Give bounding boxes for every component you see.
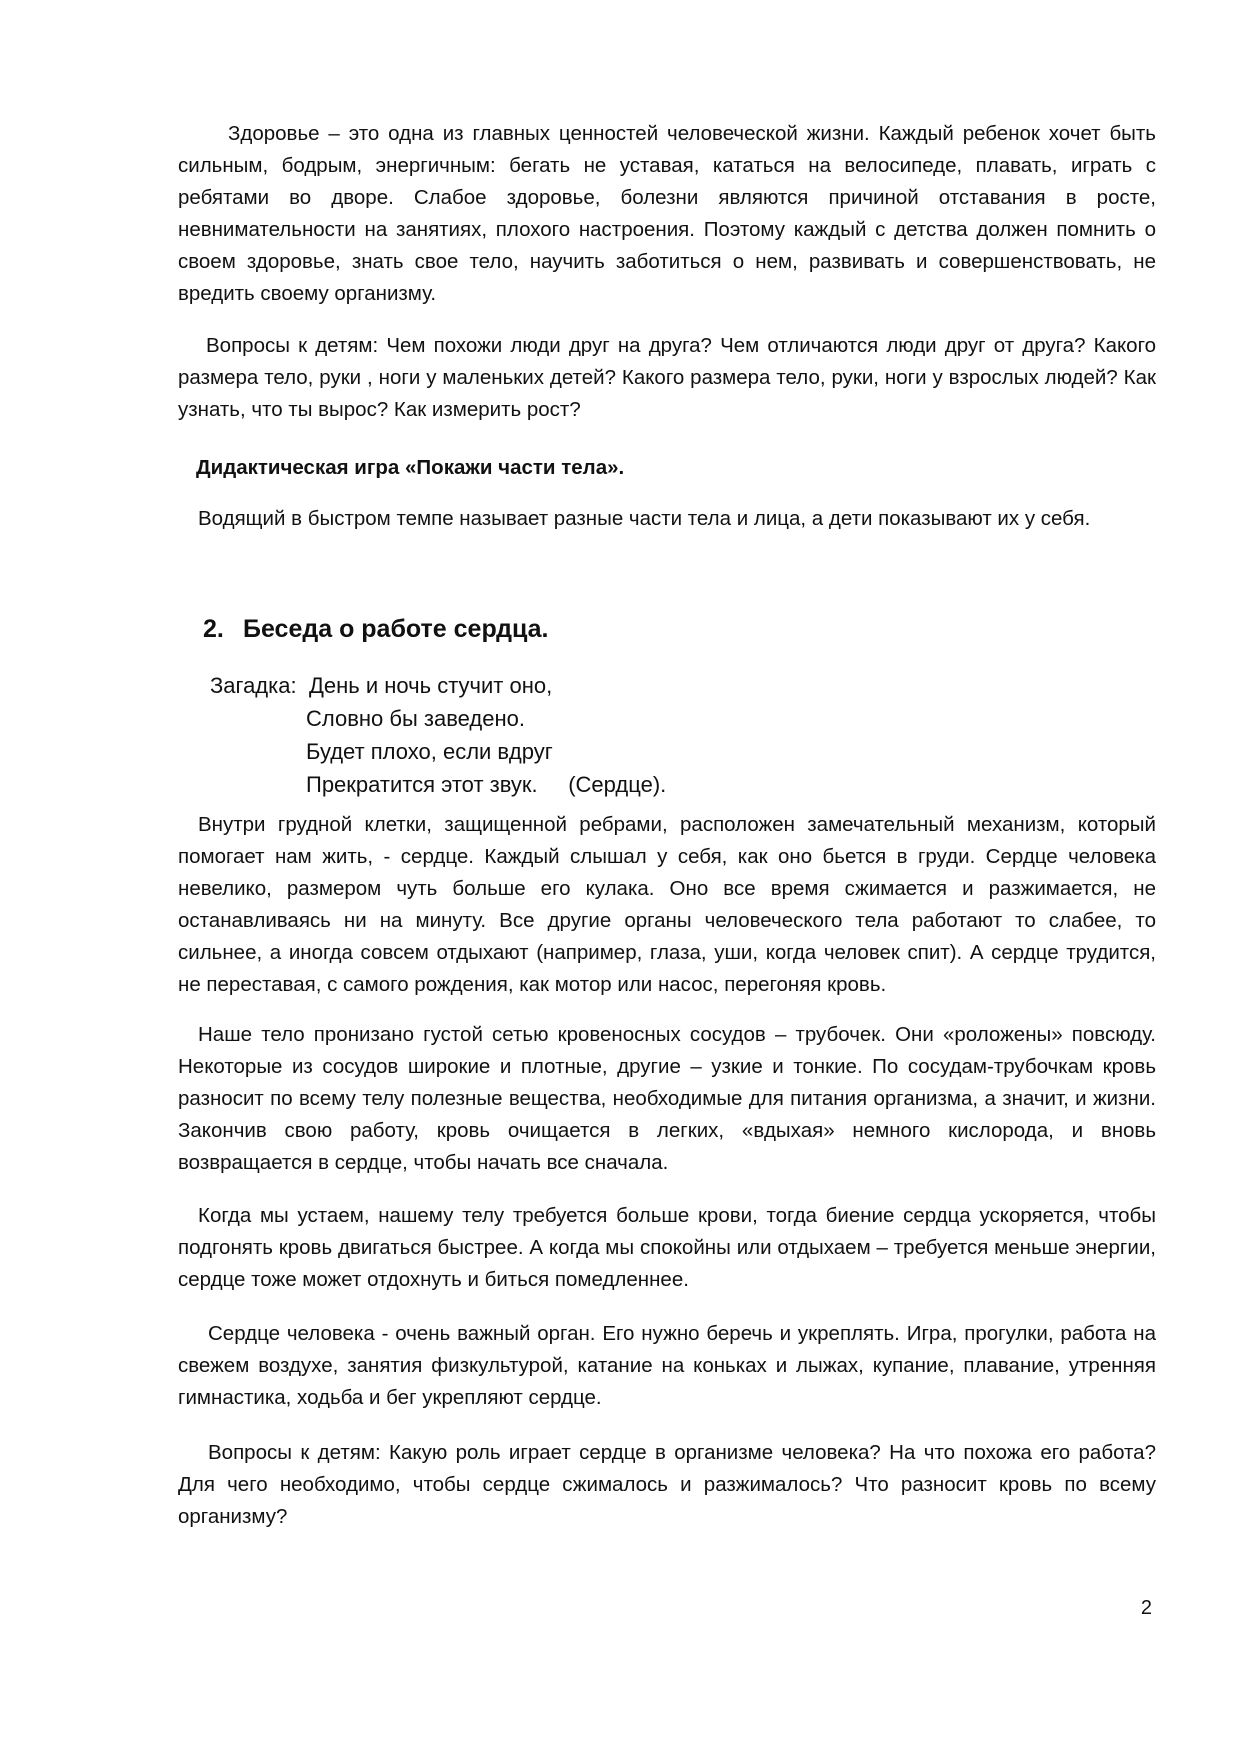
riddle-line-4: Прекратится этот звук. (Сердце). xyxy=(306,772,667,797)
game-description: Водящий в быстром темпе называет разные части тела и лица, а дети показывают их у себя. xyxy=(198,507,1091,530)
section-heading xyxy=(203,612,549,646)
paragraph-questions-body: Вопросы к детям: Чем похожи люди друг на друга? Чем отличаются люди друг от друга? Какого размера тело, руки , ноги у маленьких детей? Какого размера тело, руки, ноги у взрослых людей? Как узнать, что ты вырос? Как измерить рост? xyxy=(178,334,1156,421)
paragraph-vessels: Наше тело пронизано густой сетью кровеносных сосудов – трубочек. Они «роложены» повсюду. Некоторые из сосудов широкие и плотные, другие – узкие и тонкие. По сосудам-трубочкам кровь разносит по всему телу полезные вещества, необходимые для питания организма, а значит, и жизни. Закончив свою работу, кровь очищается в легких, «вдыхая» немного кислорода, и вновь возвращается в сердце, чтобы начать все сначала. xyxy=(178,1023,1156,1174)
page-number: 2 xyxy=(1140,1597,1152,1619)
riddle-label: Загадка: xyxy=(210,673,297,698)
paragraph-health-intro: Здоровье – это одна из главных ценностей человеческой жизни. Каждый ребенок хочет быть сильным, бодрым, энергичным: бегать не уставая, кататься на велосипеде, плавать, играть с ребятами во дворе. Слабое здоровье, болезни являются причиной отставания в росте, невнимательности на занятиях, плохого настроения. Поэтому каждый с детства должен помнить о своем здоровье, знать свое тело, научить заботиться о нем, развивать и совершенствовать, не вредить своему организму. xyxy=(178,122,1156,305)
paragraph-important: Сердце человека - очень важный орган. Его нужно беречь и укреплять. Игра, прогулки, работа на свежем воздухе, занятия физкультурой, катание на коньках и лыжах, купание, плавание, утренняя гимнастика, ходьба и бег укрепляют сердце. xyxy=(178,1322,1156,1409)
section-title: Беседа о работе сердца. xyxy=(243,615,549,643)
riddle-line-3: Будет плохо, если вдруг xyxy=(306,739,553,764)
riddle-line-1: День и ночь стучит оно, xyxy=(309,673,553,698)
paragraph-tired: Когда мы устаем, нашему телу требуется больше крови, тогда биение сердца ускоряется, чтобы подгонять кровь двигаться быстрее. А когда мы спокойны или отдыхаем – требуется меньше энергии, сердце тоже может отдохнуть и биться помедленнее. xyxy=(178,1204,1156,1291)
game-title: Дидактическая игра «Покажи части тела». xyxy=(196,456,625,479)
riddle-line-2: Словно бы заведено. xyxy=(306,706,526,731)
paragraph-questions-heart: Вопросы к детям: Какую роль играет сердце в организме человека? На что похожа его работа? Для чего необходимо, чтобы сердце сжималось и разжималось? Что разносит кровь по всему организму? xyxy=(178,1441,1156,1528)
section-number: 2. xyxy=(203,615,224,643)
paragraph-heart-intro: Внутри грудной клетки, защищенной ребрами, расположен замечательный механизм, который помогает нам жить, - сердце. Каждый слышал у себя, как оно бьется в груди. Сердце человека невелико, размером чуть больше его кулака. Оно все время сжимается и разжимается, не останавливаясь ни на минуту. Все другие органы человеческого тела работают то слабее, то сильнее, а иногда совсем отдыхают (например, глаза, уши, когда человек спит). А сердце трудится, не переставая, с самого рождения, как мотор или насос, перегоняя кровь. xyxy=(178,813,1156,996)
